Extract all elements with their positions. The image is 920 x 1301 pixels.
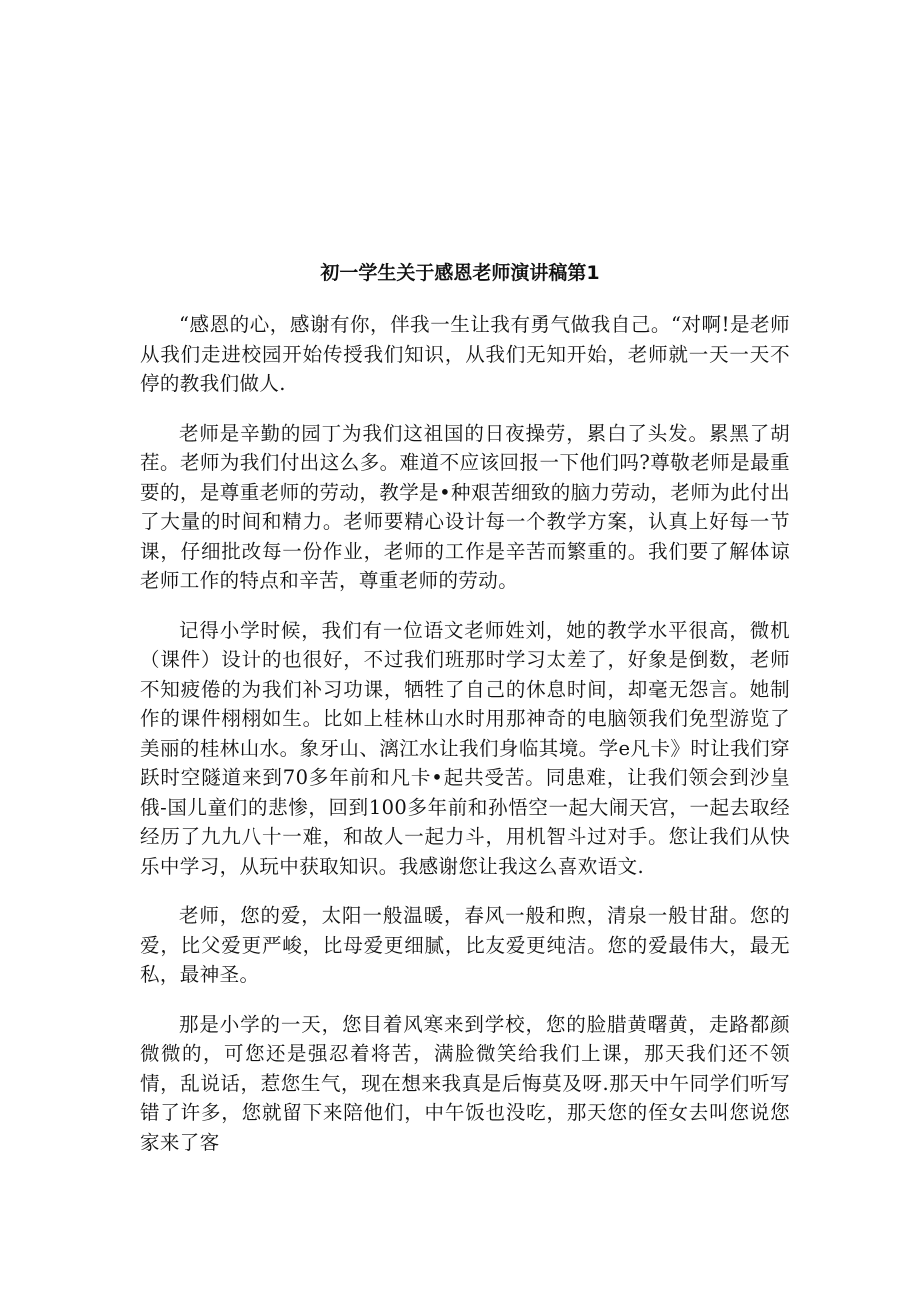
- paragraph-4: 老师，您的爱，太阳一般温暖，春风一般和煦，清泉一般甘甜。您的爱，比父爱更严峻，比母爱更细腻，比友爱更纯洁。您的爱最伟大，最无私，最神圣。: [140, 904, 790, 986]
- paragraph-1: “感恩的心，感谢有你，伴我一生让我有勇气做我自己。“对啊!是老师从我们走进校园开始传授我们知识，从我们无知开始，老师就一天一天不停的教我们做人.: [140, 313, 790, 395]
- body-text: [140, 310, 790, 1177]
- paragraph-5: 那是小学的一天，您目着风寒来到学校，您的脸腊黄曙黄，走路都颜微微的，可您还是强忍着将苦，满脸微笑给我们上课，那天我们还不领情，乱说话，惹您生气，现在想来我真是后悔莫及呀.那天中午同学们听写错了许多，您就留下来陪他们，中午饭也没吃，那天您的侄女去叫您说您家来了客: [140, 1012, 790, 1154]
- page-title: 初一学生关于感恩老师演讲稿第1: [320, 262, 600, 284]
- paragraph-2: 老师是辛勤的园丁为我们这祖国的日夜操劳，累白了头发。累黑了胡茬。老师为我们付出这么多。难道不应该回报一下他们吗?尊敬老师是最重要的，是尊重老师的劳动，教学是•种艰苦细致的脑力劳动，老师为此付出了大量的时间和精力。老师要精心设计每一个教学方案，认真上好每一节课，仔细批改每一份作业，老师的工作是辛苦而繁重的。我们要了解体谅老师工作的特点和辛苦，尊重老师的劳动。: [140, 421, 790, 592]
- paragraph-3: 记得小学时候，我们有一位语文老师姓刘，她的教学水平很高，微机（课件）设计的也很好，不过我们班那时学习太差了，好象是倒数，老师不知疲倦的为我们补习功课，牺牲了自己的休息时间，却毫无怨言。她制作的课件栩栩如生。比如上桂林山水时用那神奇的电脑领我们免型游览了美丽的桂林山水。象牙山、漓江水让我们身临其境。学e凡卡》时让我们穿跃时空隧道来到70多年前和凡卡•起共受苦。同患难，让我们领会到沙皇俄-国儿童们的悲惨，回到100多年前和孙悟空一起大闹天宫，一起去取经经历了九九八十一难，和故人一起力斗，用机智斗过对手。您让我们从快乐中学习，从玩中获取知识。我感谢您让我这么喜欢语文.: [140, 618, 790, 878]
